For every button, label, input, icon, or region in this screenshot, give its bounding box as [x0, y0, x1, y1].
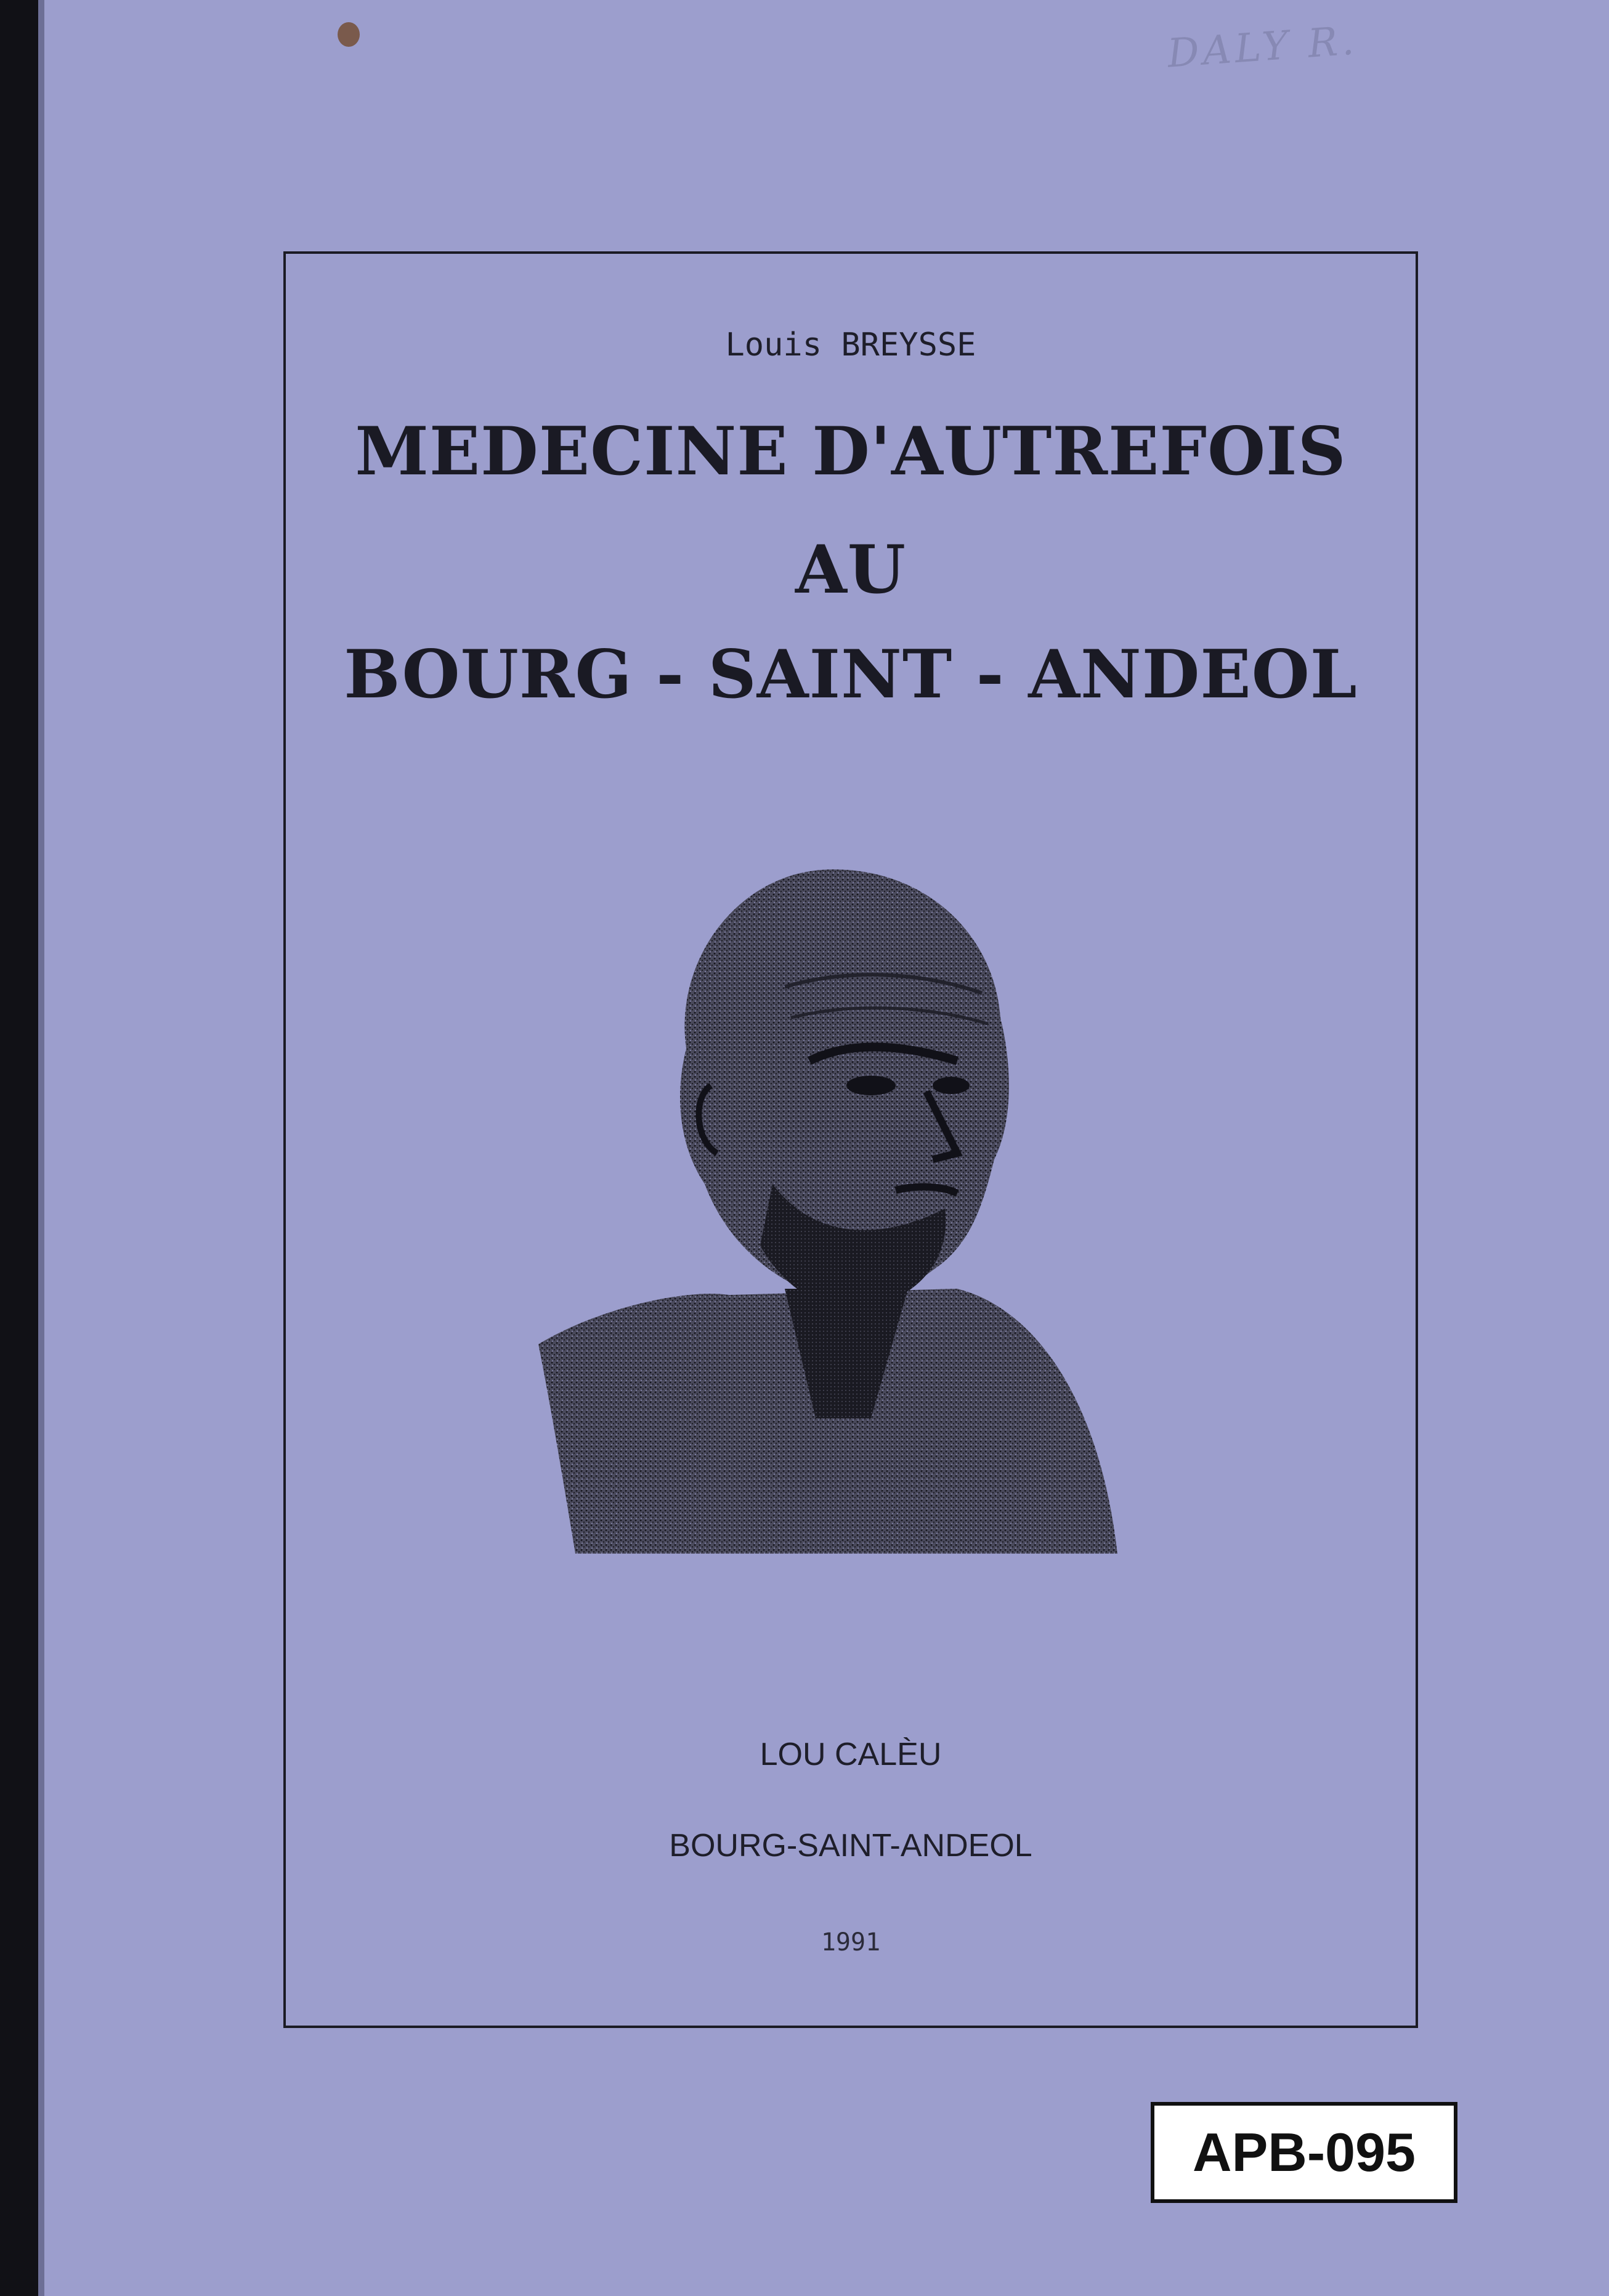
- publication-year: 1991: [821, 1928, 881, 1957]
- cover-frame: [283, 251, 1418, 2028]
- catalog-label: APB-095: [1151, 2102, 1457, 2203]
- publication-place: BOURG-SAINT-ANDEOL: [669, 1828, 1032, 1864]
- spine-edge: [38, 0, 44, 2296]
- author-name: Louis BREYSSE: [725, 327, 976, 363]
- bust-illustration: [526, 864, 1142, 1566]
- handwritten-note: DALY R.: [1165, 18, 1360, 77]
- binding-spine: [0, 0, 38, 2296]
- publisher-name: LOU CALÈU: [760, 1737, 942, 1772]
- stain-spot: [338, 22, 360, 47]
- title-line-3: BOURG - SAINT - ANDEOL: [344, 636, 1358, 713]
- title-line-1: MEDECINE D'AUTREFOIS: [355, 413, 1347, 490]
- title-line-2: AU: [795, 531, 906, 609]
